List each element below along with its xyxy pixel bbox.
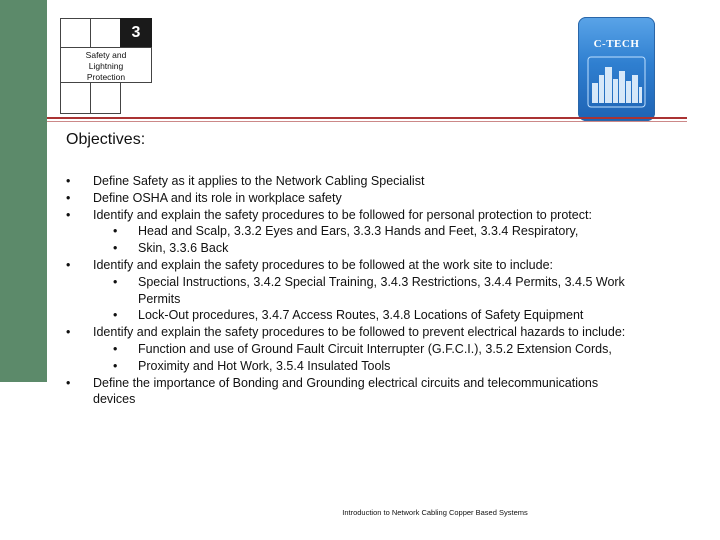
footer-text: Introduction to Network Cabling Copper Based Systems	[342, 508, 528, 517]
module-label-line: Safety and	[85, 50, 127, 60]
sub-item: • Special Instructions, 3.4.2 Special Training, 3.4.3 Restrictions, 3.4.4 Permits, 3.4.5 Work Permits	[93, 274, 626, 308]
objectives-list	[66, 173, 626, 408]
objective-item: • Identify and explain the safety procedures to be followed at the work site to include: • Special Instructions, 3.4.2 Special Training, 3.4.3 Restrictions, 3.4.4 Permits, 3.4.5 Work Permits • Lock-Out procedures, 3.4.7 Access Routes, 3.4.8 Locations of Safety Equipment	[66, 257, 626, 324]
objective-item: • Identify and explain the safety procedures to be followed for personal protection to protect: • Head and Scalp, 3.3.2 Eyes and Ears, 3.3.3 Hands and Feet, 3.3.4 Respiratory, • Skin, 3.3.6 Back	[66, 207, 626, 257]
module-label-line: Protection	[86, 72, 126, 82]
sub-item: • Head and Scalp, 3.3.2 Eyes and Ears, 3.3.3 Hands and Feet, 3.3.4 Respiratory,	[93, 223, 626, 240]
sub-item: • Skin, 3.3.6 Back	[93, 240, 626, 257]
objective-item: • Define the importance of Bonding and Grounding electrical circuits and telecommunications devices	[66, 375, 626, 409]
city-skyline-icon	[578, 17, 655, 121]
header-divider	[47, 117, 687, 119]
sub-list	[93, 274, 626, 324]
c-tech-logo	[578, 17, 655, 121]
sub-item: • Lock-Out procedures, 3.4.7 Access Routes, 3.4.8 Locations of Safety Equipment	[93, 307, 626, 324]
objective-item: • Define Safety as it applies to the Network Cabling Specialist	[66, 173, 626, 190]
objective-item: • Define OSHA and its role in workplace safety	[66, 190, 626, 207]
objective-item: • Identify and explain the safety procedures to be followed to prevent electrical hazards to include: • Function and use of Ground Fault Circuit Interrupter (G.F.C.I.), 3.5.2 Extension Cords, • Proximity and Hot Work, 3.5.4 Insulated Tools	[66, 324, 626, 374]
sub-item: • Function and use of Ground Fault Circuit Interrupter (G.F.C.I.), 3.5.2 Extension Cords,	[93, 341, 626, 358]
logo-text: C-TECH	[593, 38, 640, 50]
header-divider-thin	[47, 121, 687, 122]
sub-list	[93, 223, 626, 257]
left-accent-bar	[0, 0, 47, 382]
sub-list	[93, 341, 626, 375]
module-number: 3	[120, 18, 152, 47]
module-label-line: Lightning	[88, 61, 124, 71]
slide-title: Objectives:	[66, 131, 146, 148]
sub-item: • Proximity and Hot Work, 3.5.4 Insulated Tools	[93, 358, 626, 375]
